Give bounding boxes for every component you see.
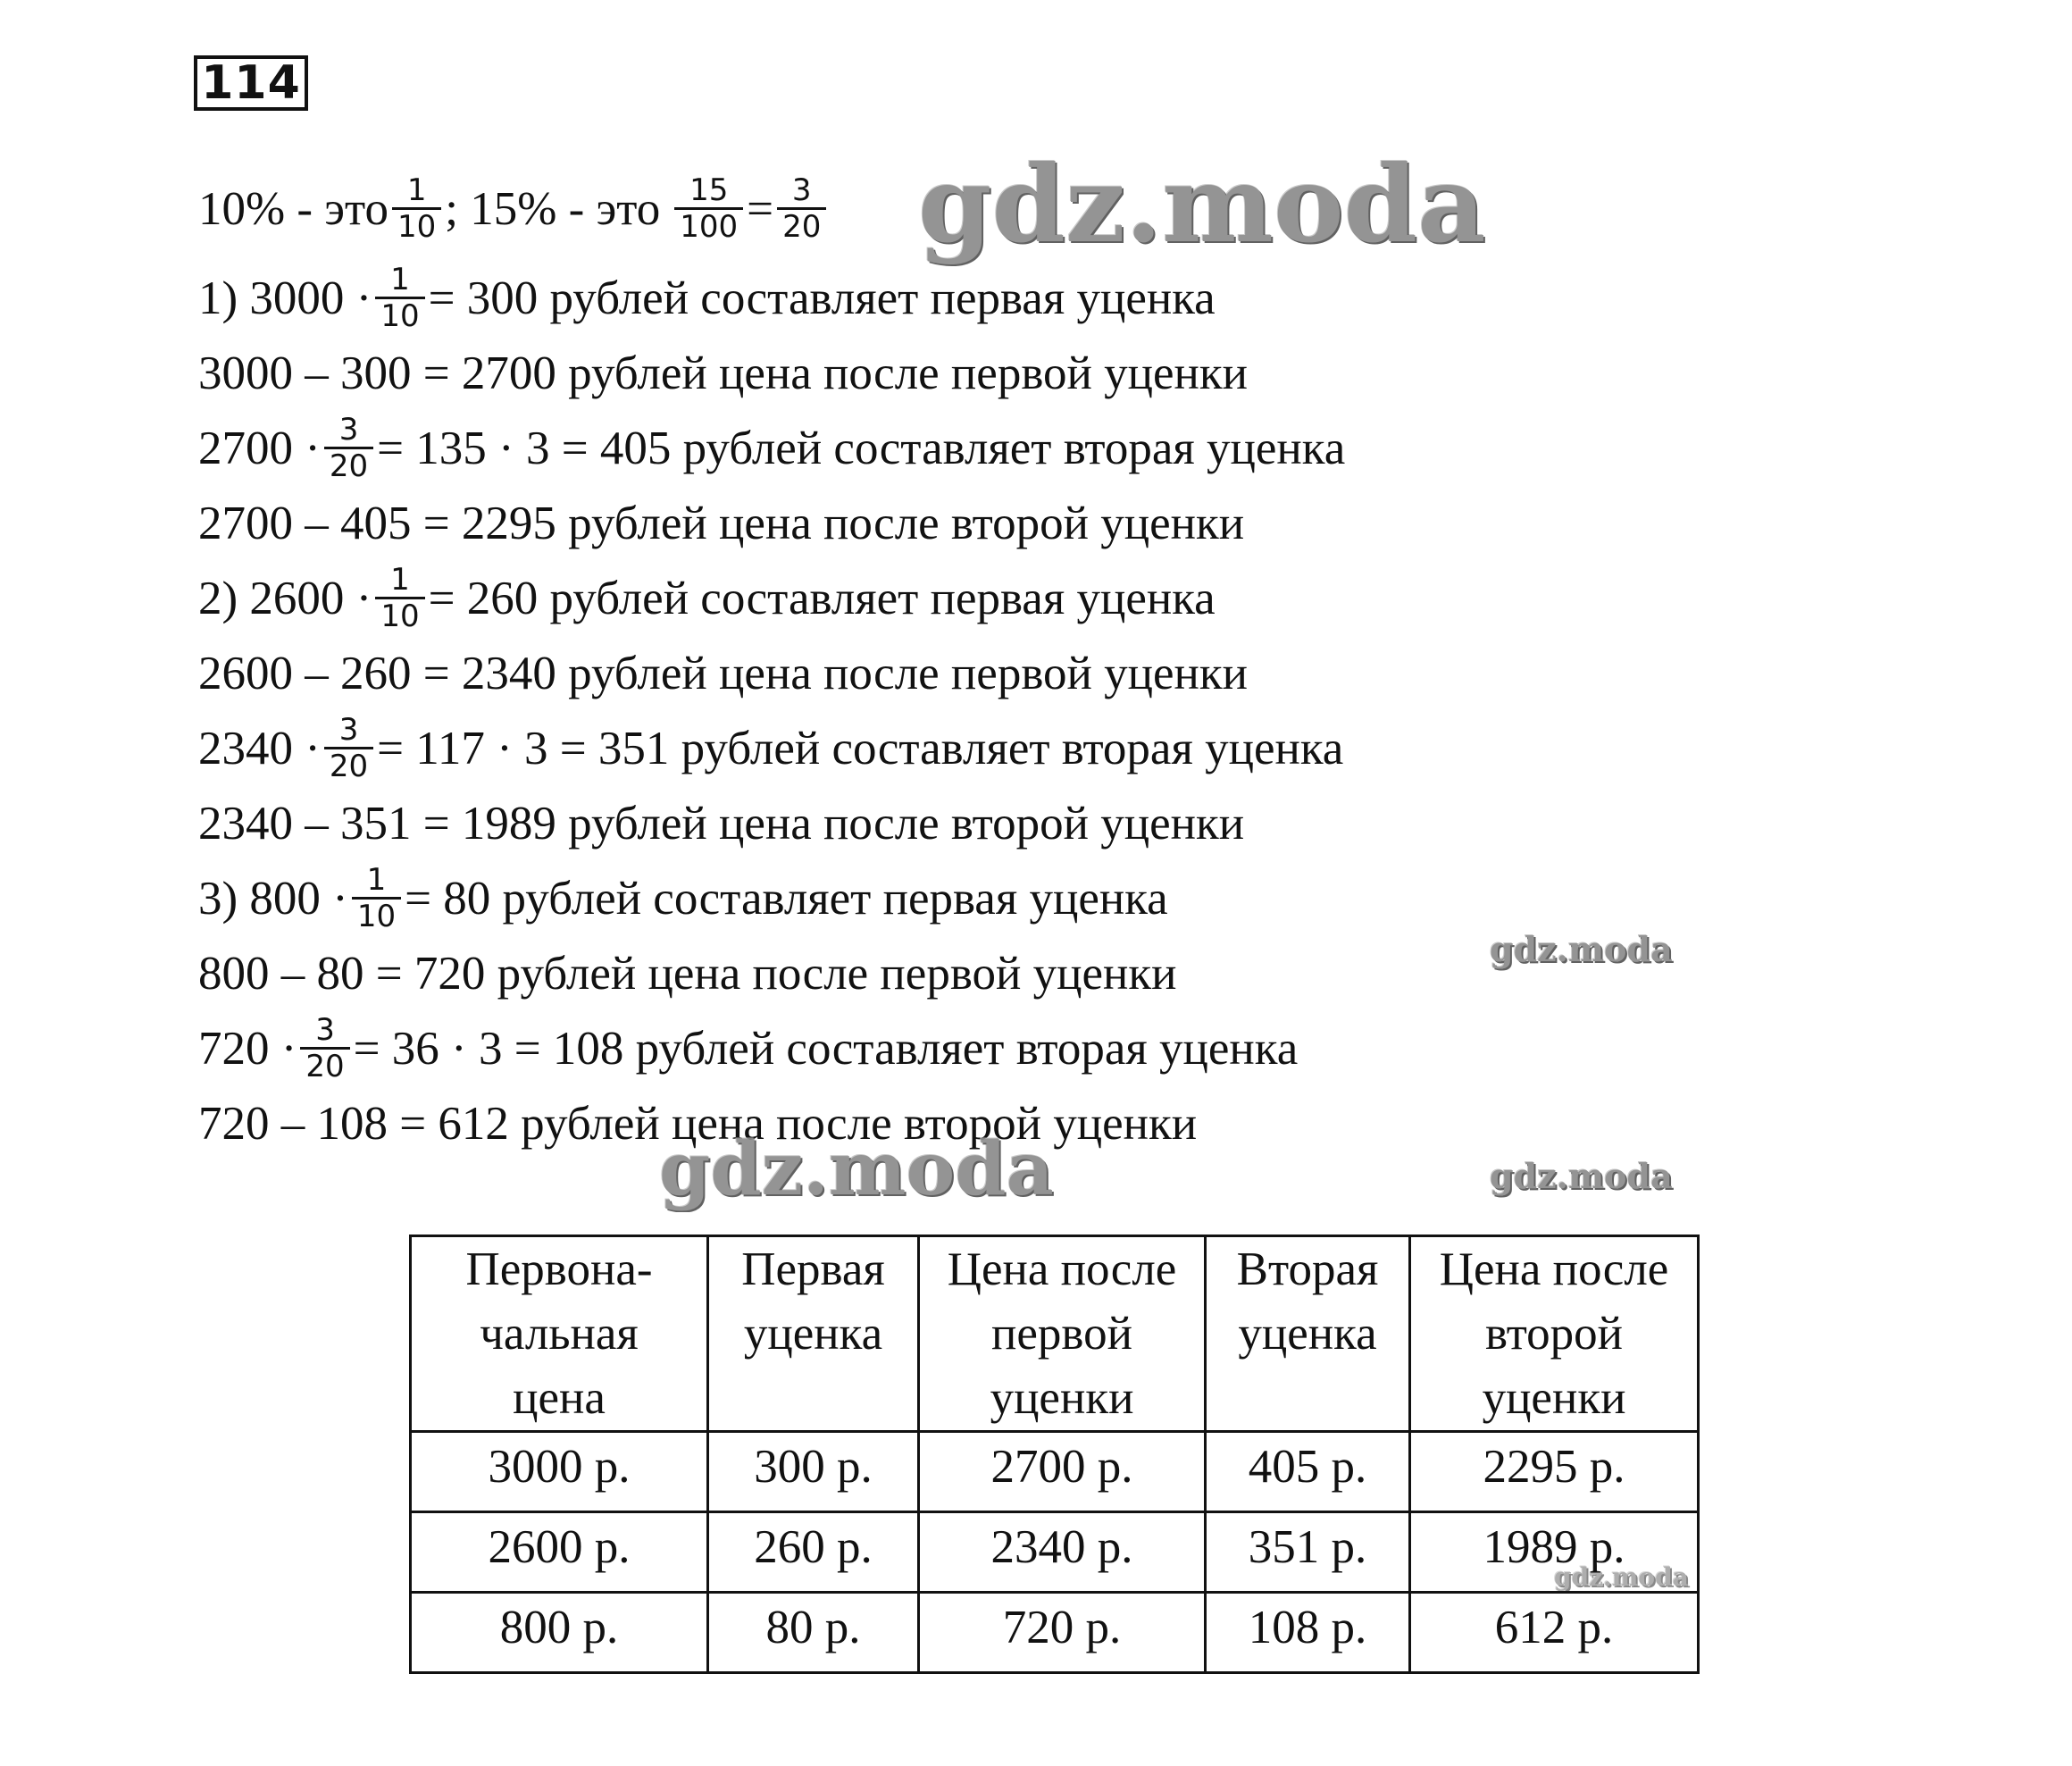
calc-line-1 (198, 261, 1216, 336)
numerator: 3 (315, 1011, 335, 1048)
calc-text: 800 – 80 = 720 рублей цена после первой уценки (198, 947, 1177, 1000)
calc-text: 2600 – 260 = 2340 рублей цена после первой уценки (198, 647, 1248, 699)
calc-line-7 (198, 711, 1343, 786)
watermark: gdz.moda (659, 1126, 1054, 1212)
header-line: Цена после (1439, 1243, 1669, 1295)
fraction (352, 861, 401, 934)
table-cell: 80 р. (708, 1593, 919, 1673)
table-cell: 2700 р. (919, 1432, 1206, 1512)
denominator: 20 (324, 747, 373, 783)
header-line: уценки (990, 1372, 1134, 1424)
calc-post: = 36 · 3 = 108 рублей составляет вторая уценка (353, 1022, 1299, 1075)
calc-line-2 (198, 336, 1248, 411)
table-cell: 800 р. (411, 1593, 708, 1673)
intro-text-2: ; 15% - это (445, 182, 661, 235)
table-cell: 300 р. (708, 1432, 919, 1512)
header-line: Первона- (465, 1243, 653, 1295)
header-initial-price (411, 1236, 708, 1432)
header-line: Цена после (947, 1243, 1177, 1295)
header-price-after-second (1410, 1236, 1699, 1432)
calc-line-8 (198, 786, 1244, 861)
numerator: 1 (390, 261, 410, 297)
header-line: чальная (480, 1308, 639, 1360)
calc-line-9 (198, 861, 1168, 936)
denominator: 20 (300, 1047, 349, 1084)
header-line: второй (1484, 1308, 1624, 1360)
fraction (375, 261, 424, 334)
calc-line-3 (198, 411, 1345, 486)
fraction (324, 411, 373, 484)
calc-line-10 (198, 936, 1176, 1011)
calc-line-11 (198, 1011, 1298, 1086)
numerator: 1 (366, 861, 387, 898)
table-cell: 405 р. (1206, 1432, 1410, 1512)
numerator: 3 (338, 411, 359, 448)
calc-pre: 720 · (198, 1022, 297, 1075)
table-cell: 260 р. (708, 1512, 919, 1593)
watermark: gdz.moda (1554, 1562, 1689, 1592)
table-cell: 612 р. (1410, 1593, 1699, 1673)
table-cell: 2340 р. (919, 1512, 1206, 1593)
calc-pre: 1) 3000 · (198, 272, 372, 324)
calc-pre: 2700 · (198, 422, 321, 474)
calc-line-5 (198, 561, 1216, 636)
denominator: 100 (674, 207, 743, 244)
table-cell: 1989 р. (1410, 1512, 1699, 1593)
denominator: 10 (375, 297, 424, 333)
table-cell: 108 р. (1206, 1593, 1410, 1673)
table-cell: 351 р. (1206, 1512, 1410, 1593)
fraction (375, 561, 424, 634)
numerator: 15 (689, 172, 729, 208)
watermark: gdz.moda (1490, 929, 1673, 969)
numerator: 1 (390, 561, 410, 598)
problem-number: 114 (194, 55, 308, 111)
watermark: gdz.moda (1490, 1156, 1673, 1196)
calc-text: 2700 – 405 = 2295 рублей цена после второй уценки (198, 497, 1245, 549)
fraction-fifteen-hundredths (674, 172, 743, 245)
numerator: 3 (338, 711, 359, 748)
denominator: 10 (352, 897, 401, 933)
denominator: 10 (392, 207, 441, 244)
header-line: цена (513, 1372, 606, 1424)
calc-pre: 3) 800 · (198, 872, 348, 925)
denominator: 20 (777, 207, 826, 244)
header-second-markdown (1206, 1236, 1410, 1432)
header-line: уценка (1238, 1308, 1377, 1360)
calc-line-4 (198, 486, 1244, 561)
watermark: gdz.moda (918, 142, 1486, 266)
header-first-markdown (708, 1236, 919, 1432)
fraction (324, 711, 373, 784)
header-price-after-first (919, 1236, 1206, 1432)
intro-line (198, 172, 830, 247)
numerator: 3 (791, 172, 812, 208)
table-header-row (411, 1236, 1699, 1432)
table-cell: 3000 р. (411, 1432, 708, 1512)
intro-text-1: 10% - это (198, 182, 389, 235)
table-row (411, 1593, 1699, 1673)
calc-post: = 135 · 3 = 405 рублей составляет вторая уценка (377, 422, 1346, 474)
calc-post: = 117 · 3 = 351 рублей составляет вторая уценка (377, 722, 1344, 774)
table-cell: 2295 р. (1410, 1432, 1699, 1512)
fraction-one-tenth (392, 172, 441, 245)
table-cell: 720 р. (919, 1593, 1206, 1673)
denominator: 20 (324, 447, 373, 483)
price-table (409, 1235, 1700, 1674)
table-cell: 2600 р. (411, 1512, 708, 1593)
header-line: уценки (1482, 1372, 1626, 1424)
calc-post: = 80 рублей составляет первая уценка (405, 872, 1168, 925)
intro-equals: = (747, 182, 774, 235)
calc-text: 720 – 108 = 612 рублей цена после второй уценки (198, 1097, 1198, 1150)
header-line: первой (991, 1308, 1132, 1360)
table-row (411, 1512, 1699, 1593)
calc-text: 2340 – 351 = 1989 рублей цена после второй уценки (198, 797, 1245, 850)
numerator: 1 (406, 172, 427, 208)
denominator: 10 (375, 597, 424, 633)
table-row (411, 1432, 1699, 1512)
calc-line-6 (198, 636, 1248, 711)
calc-post: = 260 рублей составляет первая уценка (428, 572, 1216, 624)
fraction (300, 1011, 349, 1084)
header-line: Вторая (1236, 1243, 1379, 1295)
header-line: Первая (741, 1243, 885, 1295)
fraction-three-twentieths (777, 172, 826, 245)
calc-pre: 2340 · (198, 722, 321, 774)
calc-text: 3000 – 300 = 2700 рублей цена после первой уценки (198, 347, 1248, 399)
calc-pre: 2) 2600 · (198, 572, 372, 624)
header-line: уценка (743, 1308, 883, 1360)
calc-post: = 300 рублей составляет первая уценка (428, 272, 1216, 324)
